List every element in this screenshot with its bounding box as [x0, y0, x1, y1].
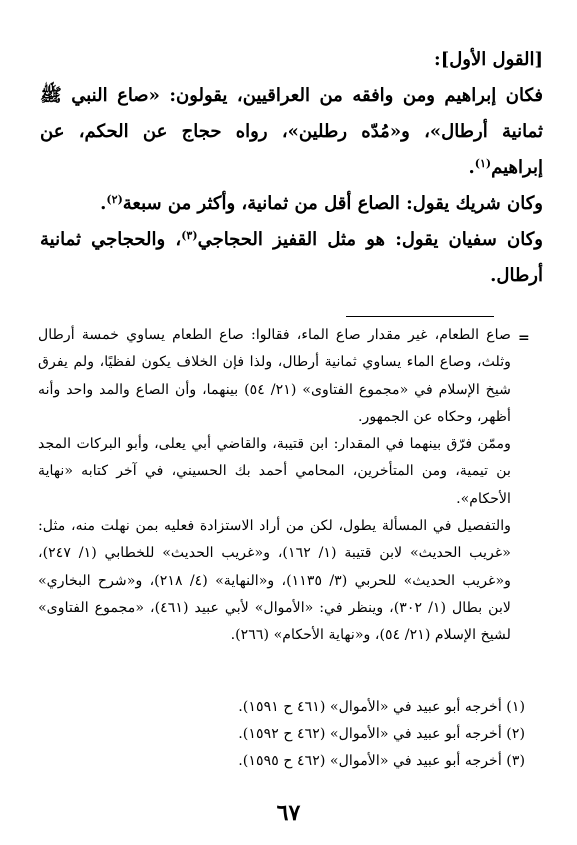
main-text — [40, 42, 543, 294]
footnote-ref-3: (٣) — [181, 229, 198, 242]
footnote-text: أخرجه أبو عبيد في «الأموال» (٤٦٢ ح ١٥٩٥). — [238, 753, 502, 769]
note-paragraph-2: وممّن فرّق بينهما في المقدار: ابن قتيبة، والقاضي أبي يعلى، وأبو البركات المجد بن تيمية، ومن المتأخرين، المحامي أحمد بك الحسيني، في آخر كتابه «نهاية الأحكام». — [38, 436, 511, 507]
footnote-list — [40, 694, 525, 775]
footnote-ref-2: (٢) — [106, 193, 123, 206]
note-paragraph-1: صاع الطعام، غير مقدار صاع الماء، فقالوا: صاع الطعام يساوي خمسة أرطال وثلث، وصاع الماء يساوي ثمانية أرطال، ولذا فإن الخلاف يكون لفظيًا، ولم يفرق شيخ الإسلام في «مجموع الفتاوى» (٢١/ ٥٤) بينهما، وأن الصاع والمد واحد وأنه أظهر، وحكاه عن الجمهور. — [38, 327, 511, 425]
footnote-ref-1: (١) — [474, 157, 492, 170]
page-number: ٦٧ — [276, 800, 301, 826]
section-heading: [القول الأول]: — [434, 49, 543, 70]
paragraph-2 — [40, 186, 543, 222]
paragraph-3-end: ، والحجاجي ثمانية أرطال. — [40, 229, 543, 286]
footnote-number: (١) — [506, 699, 525, 715]
paragraph-3 — [40, 222, 543, 294]
footnote-item — [40, 694, 525, 721]
footnote-text: أخرجه أبو عبيد في «الأموال» (٤٦٢ ح ١٥٩٢). — [238, 726, 502, 742]
note-paragraph-3: والتفصيل في المسألة يطول، لكن من أراد الاستزادة فعليه بمن نهلت منه، مثل: «غريب الحديث» لابن قتيبة (١/ ١٦٢)، و«غريب الحديث» للخطابي (١/ ٢٤٧)، و«غريب الحديث» للحربي (٣/ ١١٣٥)، و«النهاية» (٤/ ٢١٨)، و«شرح البخاري» لابن بطال (١/ ٣٠٢)، وينظر في: «الأموال» لأبي عبيد (٤٦١)، «مجموع الفتاوى» لشيخ الإسلام (٢١/ ٥٤)، و«نهاية الأحكام» (٢٦٦). — [38, 518, 511, 644]
footnote-divider — [346, 316, 494, 317]
paragraph-1-end: . — [468, 157, 475, 178]
footnote-item — [40, 748, 525, 775]
paragraph-1 — [40, 78, 543, 186]
continued-footnote — [38, 322, 511, 650]
footnote-item — [40, 721, 525, 748]
paragraph-2-text: وكان شريك يقول: الصاع أقل من ثمانية، وأكثر من سبعة — [122, 193, 543, 214]
continuation-mark: = — [518, 330, 530, 346]
footnote-number: (٢) — [506, 726, 525, 742]
paragraph-1-text: فكان إبراهيم ومن وافقه من العراقيين، يقولون: «صاع النبي ﷺ ثمانية أرطال»، و«مُدّه رطلين»، رواه حجاج عن الحكم، عن إبراهيم — [40, 85, 543, 178]
footnote-number: (٣) — [506, 753, 525, 769]
footnote-text: أخرجه أبو عبيد في «الأموال» (٤٦١ ح ١٥٩١). — [238, 699, 502, 715]
paragraph-2-end: . — [100, 193, 107, 214]
paragraph-3-text: وكان سفيان يقول: هو مثل القفيز الحجاجي — [197, 229, 543, 250]
